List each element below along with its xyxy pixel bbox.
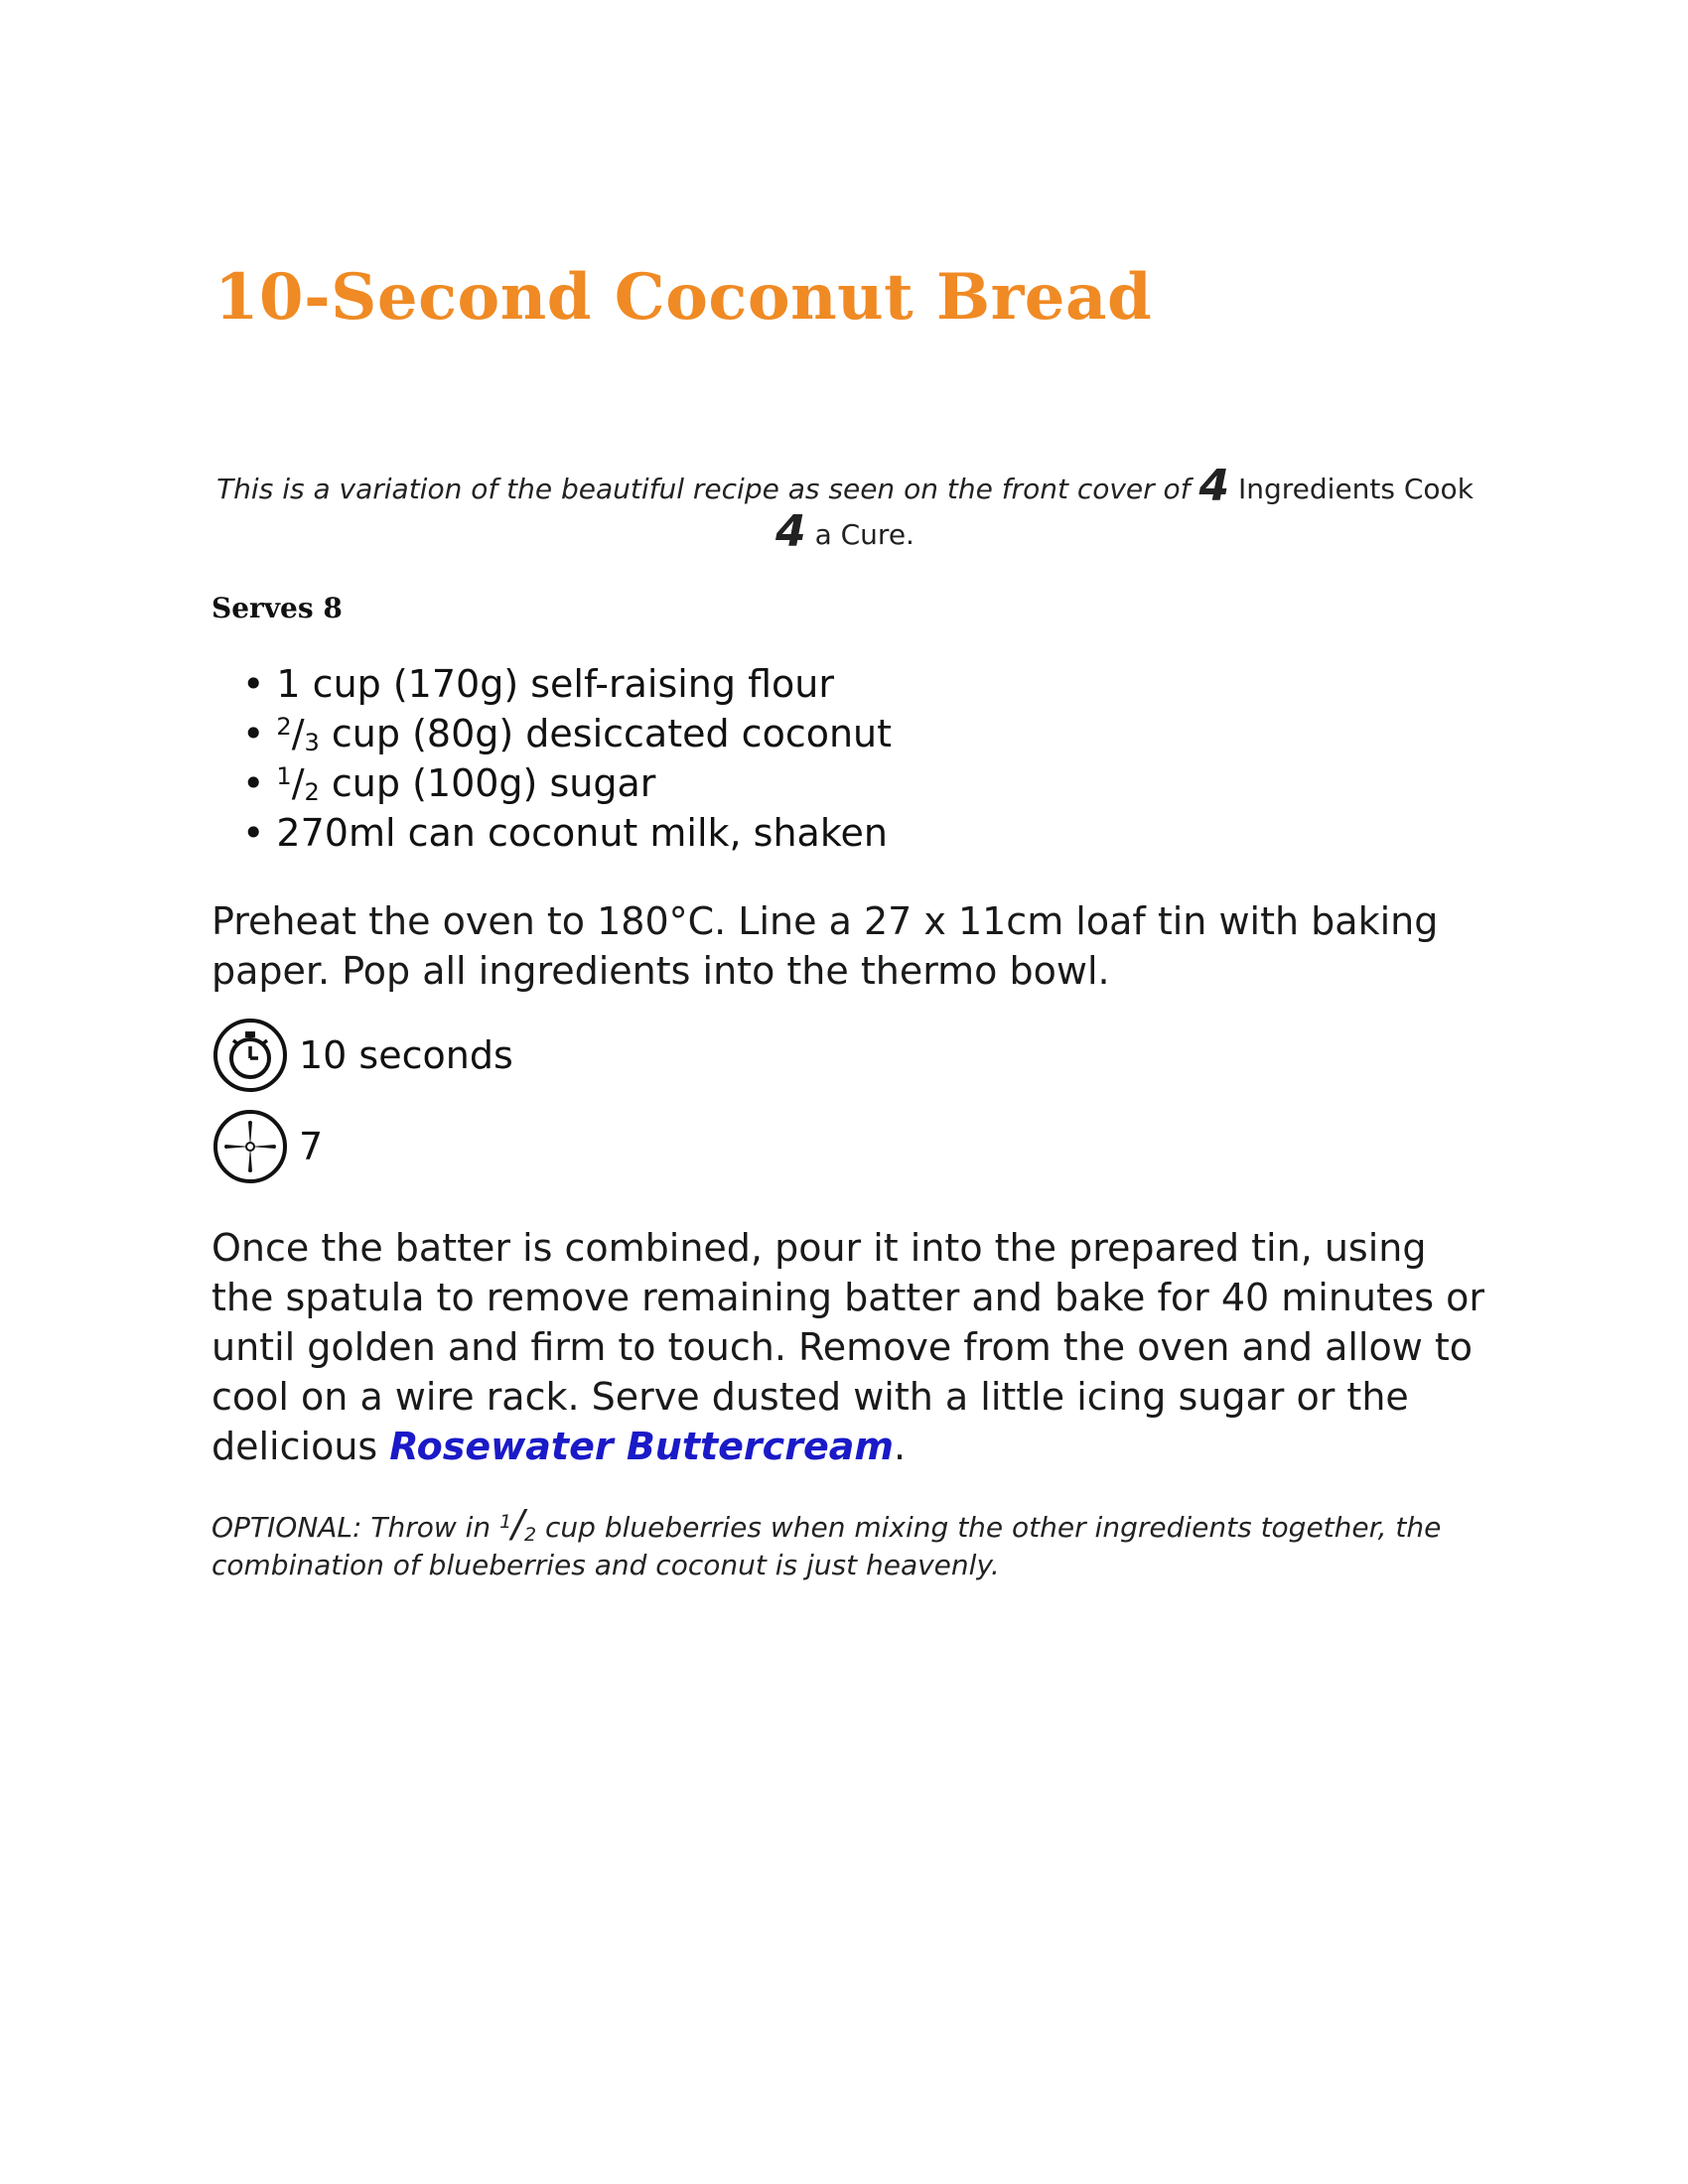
serves-label: Serves 8 — [211, 592, 343, 624]
fraction-numerator: 1 — [499, 1511, 512, 1533]
fraction-denominator: 2 — [304, 778, 320, 806]
fraction-numerator: 1 — [276, 762, 292, 790]
recipe-title: 10-Second Coconut Bread — [214, 260, 1153, 335]
fraction: $^1/_2$ — [499, 1502, 537, 1546]
ingredient-text: 270ml can coconut milk, shaken — [276, 811, 888, 855]
intro-tail: a Cure. — [814, 518, 914, 551]
book-number-4: 4 — [1198, 461, 1230, 511]
ingredient-text: cup (100g) sugar — [331, 761, 656, 805]
rosewater-buttercream-link[interactable]: Rosewater Buttercream — [389, 1425, 894, 1468]
fraction-denominator: 2 — [524, 1524, 537, 1546]
ingredient-item — [242, 808, 892, 858]
ingredient-text: cup (80g) desiccated coconut — [331, 712, 893, 755]
intro-text — [214, 461, 1476, 558]
fraction: $^2/_3$ — [276, 712, 320, 756]
bullet: • — [242, 662, 265, 706]
optional-lead: OPTIONAL: Throw in — [211, 1511, 492, 1544]
method-step-2-text: Once the batter is combined, pour it into the prepared tin, using the spatula to remove remaining batter and bake for 40 minutes or until golden and firm to touch. Remove from the oven and allow to cool on a wire rack. Serve dusted with a little icing sugar or the delicious — [211, 1226, 1485, 1468]
optional-tail: cup blueberries when mixing the other ingredients together, the combination of blueberries and coconut is just heavenly. — [211, 1511, 1442, 1581]
ingredient-list — [242, 659, 892, 858]
speed-value: 7 — [299, 1125, 324, 1168]
intro-middle: Ingredients Cook — [1237, 473, 1474, 505]
ingredient-item — [242, 709, 892, 758]
intro-lead: This is a variation of the beautiful recipe as seen on the front cover of — [216, 473, 1191, 505]
fraction-numerator: 2 — [276, 713, 292, 741]
speed-setting — [211, 1108, 323, 1185]
ingredient-item — [242, 659, 892, 709]
timer-icon — [211, 1017, 289, 1094]
book-number-4-second: 4 — [775, 506, 806, 557]
fraction-denominator: 3 — [304, 729, 320, 756]
time-setting — [211, 1017, 513, 1094]
ingredient-item — [242, 758, 892, 808]
method-step-2-end: . — [893, 1425, 907, 1468]
speed-blade-icon — [211, 1108, 289, 1185]
fraction: $^1/_2$ — [276, 761, 320, 806]
optional-note — [211, 1502, 1492, 1584]
time-value: 10 seconds — [299, 1033, 513, 1077]
method-step-1: Preheat the oven to 180°C. Line a 27 x 11cm loaf tin with baking paper. Pop all ingredients into the thermo bowl. — [211, 899, 1439, 993]
method-step-2 — [211, 1223, 1492, 1471]
bullet: • — [242, 811, 265, 855]
ingredient-text: 1 cup (170g) self-raising flour — [276, 662, 834, 706]
bullet: • — [242, 761, 265, 805]
bullet: • — [242, 712, 265, 755]
